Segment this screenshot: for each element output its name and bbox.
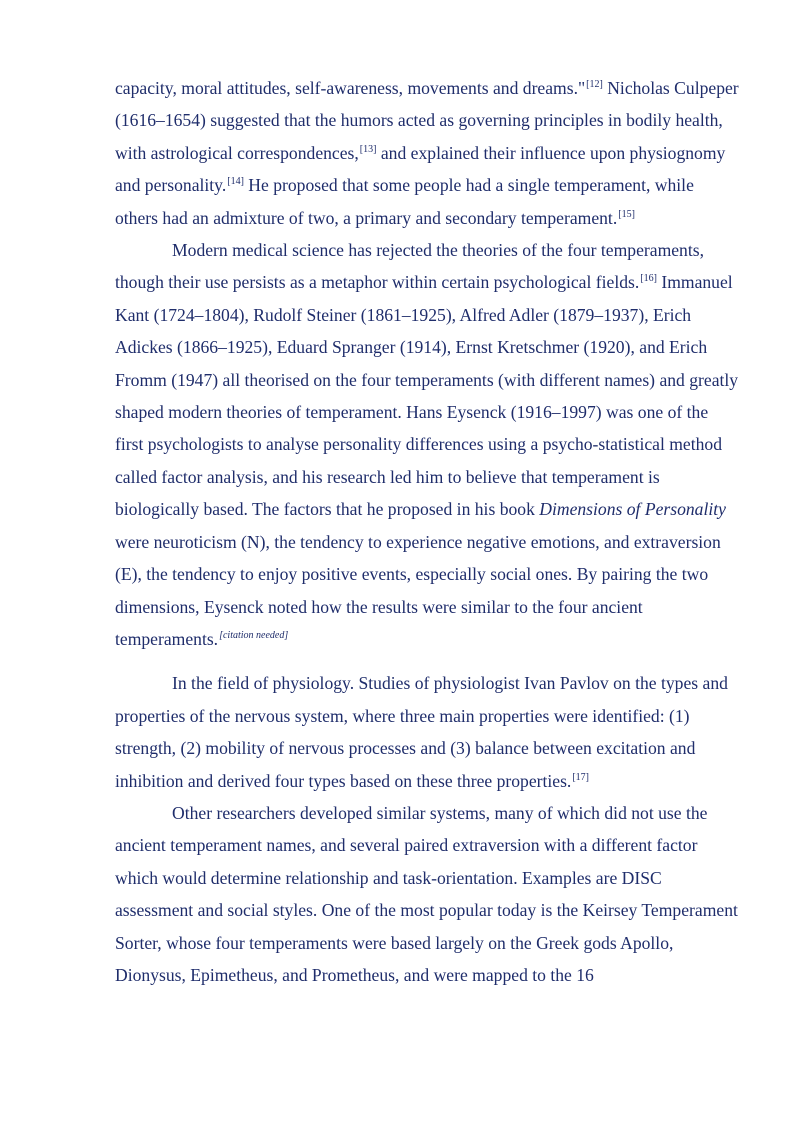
citation-needed[interactable]: [citation needed] bbox=[219, 629, 289, 641]
book-title: Dimensions of Personality bbox=[539, 499, 726, 520]
paragraph-text: capacity, moral attitudes, self-awareness, movements and dreams." bbox=[115, 78, 586, 98]
reference-17[interactable]: [17] bbox=[572, 771, 590, 783]
reference-13[interactable]: [13] bbox=[359, 143, 377, 155]
reference-16[interactable]: [16] bbox=[640, 273, 657, 285]
paragraph-4 bbox=[115, 797, 740, 991]
paragraph-2 bbox=[115, 234, 740, 655]
paragraph-text: Immanuel Kant (1724–1804), Rudolf Steiner (1861–1925), Alfred Adler (1879–1937), Erich Adickes (1866–1925), Eduard Spranger (1914), Ernst Kretschmer (1920), and Erich Fromm (1947) all theorised on the four temperaments (with different names) and greatly shaped modern theories of temperament. Hans Eysenck (1916–1997) was one of the first psychologists to analyse personality differences using a psycho-statistical method called factor analysis, and his research led him to believe that temperament is biologically based. The factors that he proposed in his book bbox=[115, 272, 739, 520]
paragraph-text: Other researchers developed similar systems, many of which did not use the ancient temperament names, and several paired extraversion with a different factor which would determine relationship and task-orientation. Examples are DISC assessment and social styles. One of the most popular today is the Keirsey Temperament Sorter, whose four temperaments were based largely on the Greek gods Apollo, Dionysus, Epimetheus, and Prometheus, and were mapped to the 16 bbox=[115, 802, 738, 985]
paragraph-1 bbox=[115, 72, 740, 234]
reference-12[interactable]: [12] bbox=[586, 79, 603, 90]
paragraph-text: In the field of physiology. Studies of physiologist Ivan Pavlov on the types and properties of the nervous system, where three main properties were identified: (1) strength, (2) mobility of nervous processes and (3) balance between excitation and inhibition and derived four types based on these three properties. bbox=[115, 673, 728, 791]
paragraph-text: Nicholas Culpeper (1616–1654) suggested that the humors acted as governing principles in bodily health, with astrological correspondences, bbox=[115, 78, 739, 163]
paragraph-text: Modern medical science has rejected the theories of the four temperaments, though their use persists as a metaphor within certain psychological fields. bbox=[115, 240, 704, 293]
paragraph-text: were neuroticism (N), the tendency to experience negative emotions, and extraversion (E), the tendency to enjoy positive events, especially social ones. By pairing the two dimensions, Eysenck noted how the results were similar to the four ancient temperaments. bbox=[115, 531, 721, 649]
paragraph-text: and explained their influence upon physiognomy and personality. bbox=[115, 142, 726, 196]
paragraph-text: He proposed that some people had a single temperament, while others had an admixture of two, a primary and secondary temperament. bbox=[115, 175, 694, 228]
reference-15[interactable]: [15] bbox=[618, 208, 635, 220]
reference-14[interactable]: [14] bbox=[227, 176, 244, 188]
paragraph-3 bbox=[115, 667, 740, 797]
body-text bbox=[115, 72, 740, 991]
